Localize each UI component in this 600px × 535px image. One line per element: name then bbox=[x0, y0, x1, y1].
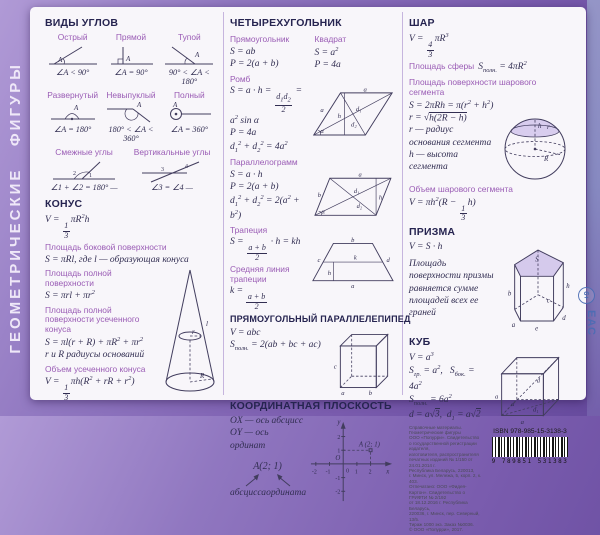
svg-text:h: h bbox=[327, 270, 332, 278]
cube-faces: $S_{гр.} = a^2$, $S_{бок.} = 4a^2$ bbox=[409, 364, 475, 392]
svg-text:d₂: d₂ bbox=[356, 202, 363, 210]
prism-note: Площадь поверхности призмы равняется сумме площадей всех ее граней bbox=[409, 259, 494, 319]
angle-formula: ∠A = 90° bbox=[114, 67, 148, 77]
trapezoid-label: Трапеция bbox=[230, 224, 268, 235]
svg-text:a: a bbox=[511, 321, 516, 329]
fineprint-line: © ООО «Попурри», 2017. bbox=[409, 527, 464, 533]
column-angles-cone bbox=[39, 12, 223, 402]
svg-text:S: S bbox=[535, 256, 539, 264]
angle-item-straight bbox=[45, 90, 100, 144]
straight-angle-figure bbox=[46, 101, 100, 125]
svg-text:h: h bbox=[337, 112, 341, 120]
angle-formula: 180° < ∠A < 360° bbox=[108, 125, 154, 144]
svg-text:-2: -2 bbox=[311, 469, 317, 476]
sphere-volume: V = $\frac{4}{3}$ $\pi R^3$ bbox=[409, 32, 449, 59]
cone-block bbox=[45, 266, 217, 402]
svg-text:b: b bbox=[507, 290, 512, 298]
rectangle-label: Прямоугольник bbox=[230, 34, 290, 44]
sphere-segment-volume-label: Объем шарового сегмента bbox=[409, 184, 513, 195]
svg-text:a: a bbox=[363, 86, 367, 94]
fineprint-block bbox=[409, 425, 483, 533]
parallelogram-perimeter: P = 2(a + b) bbox=[230, 182, 279, 193]
fineprint-line: Отпечатано: ООО «Фидея-Картон». Свидетельство о ГРИФТИ № 2/192 bbox=[409, 484, 467, 500]
svg-text:A: A bbox=[57, 55, 62, 64]
isbn-number: ISBN 978-985-15-3138-3 bbox=[493, 427, 567, 435]
square-area: $S = a^2$ bbox=[314, 45, 339, 58]
svg-text:3: 3 bbox=[161, 167, 165, 174]
section-header-cube: КУБ bbox=[409, 335, 431, 348]
svg-text:4: 4 bbox=[185, 164, 189, 171]
parallelepiped-volume: V = abc bbox=[230, 328, 261, 339]
angle-label: Полный bbox=[173, 89, 205, 100]
sphere-radius-formula: r = √h(2R − h) bbox=[409, 113, 467, 124]
svg-text:A: A bbox=[73, 104, 78, 113]
angle-label: Вертикальные углы bbox=[133, 147, 211, 158]
eac-mark: ЕАС bbox=[585, 310, 597, 336]
coords-point: A(2; 1) bbox=[253, 461, 282, 473]
rect-square-row bbox=[230, 32, 396, 72]
svg-text:h: h bbox=[538, 122, 542, 131]
svg-text:-1: -1 bbox=[335, 476, 341, 483]
fineprint-line: Республика Беларусь, 220013, bbox=[409, 467, 475, 473]
angle-row-1 bbox=[45, 32, 217, 86]
trapezoid-midline-label: Средняя линия трапеции bbox=[230, 264, 290, 284]
angle-item-adjacent bbox=[45, 147, 123, 192]
svg-text:b: b bbox=[351, 237, 355, 245]
square-perimeter: P = 4a bbox=[314, 60, 341, 71]
svg-text:y: y bbox=[337, 418, 341, 426]
coords-oy: OY — ось ординат bbox=[230, 428, 269, 451]
svg-text:l: l bbox=[206, 319, 208, 328]
rhombus-perimeter: P = 4a bbox=[230, 128, 257, 139]
sphere-segment-formula: $S = 2\pi Rh = \pi(r^2 + h^2)$ bbox=[409, 98, 494, 111]
trapezoid-area: S = $\frac{a + b}{2}$ · h = kh bbox=[230, 237, 301, 262]
imprint-footer bbox=[409, 425, 573, 535]
sphere-h-def: h — высота сегмента bbox=[409, 150, 458, 173]
svg-text:x: x bbox=[386, 468, 390, 476]
fineprint-line: от 18.12.2016 г. Республика Беларусь, bbox=[409, 500, 468, 511]
angle-label: Смежные углы bbox=[55, 147, 113, 158]
coordinate-plane-figure bbox=[308, 415, 396, 505]
fineprint-line: Справочные материалы. Геометрические фигуры bbox=[409, 424, 462, 436]
svg-text:-1: -1 bbox=[325, 469, 331, 476]
prism-volume: V = S · h bbox=[409, 241, 443, 252]
fineprint-line: Тираж 1000 экз. Заказ №0036. bbox=[409, 521, 474, 527]
svg-text:a: a bbox=[358, 171, 362, 179]
angle-formula: 90° < ∠A < 180° bbox=[168, 67, 210, 86]
svg-text:h: h bbox=[566, 282, 570, 290]
svg-text:k: k bbox=[353, 254, 357, 262]
parallelepiped-surface: $S_{полн.} = 2(ab$ + bc + ac) bbox=[230, 340, 321, 353]
parallelogram-diagonals: $d_1^2 + d_2^2 = 2(a^2 + b^2)$ bbox=[230, 193, 300, 222]
adjacent-angles-figure bbox=[51, 159, 117, 183]
svg-text:-2: -2 bbox=[335, 489, 341, 496]
angle-label: Тупой bbox=[177, 32, 201, 42]
svg-text:a: a bbox=[495, 393, 499, 401]
right-angle-figure bbox=[104, 44, 158, 68]
parallelepiped-block bbox=[230, 327, 396, 397]
angle-label: Острый bbox=[57, 32, 88, 42]
column-quadrilateral bbox=[223, 12, 411, 499]
cone-frustum-volume-label: Объем усеченного конуса bbox=[45, 363, 146, 374]
angle-label: Прямой bbox=[115, 32, 147, 42]
cone-frustum-label: Площадь полной поверхности усеченного конуса bbox=[45, 304, 140, 335]
rectangle-block bbox=[230, 32, 312, 72]
cube-diagonals: d = a√3, $d_1 = a√2$ bbox=[409, 409, 481, 422]
parallelogram-block bbox=[230, 169, 396, 223]
column-solids bbox=[403, 12, 579, 533]
angle-item-obtuse bbox=[162, 32, 217, 86]
section-header-cone: КОНУС bbox=[45, 198, 83, 211]
svg-text:A: A bbox=[173, 101, 178, 110]
section-header-angles: ВИДЫ УГЛОВ bbox=[45, 17, 119, 29]
trapezoid-figure bbox=[308, 236, 396, 290]
cone-full-formula: $S = \pi rl + \pi r^2$ bbox=[45, 289, 95, 302]
angle-formula: ∠A < 90° bbox=[56, 67, 90, 77]
sphere-area-formula: $S_{полн.} = 4\pi R^2$ bbox=[478, 59, 527, 74]
parallelogram-area: S = a · h bbox=[230, 169, 263, 180]
reference-card bbox=[30, 7, 586, 533]
rhombus-block bbox=[230, 85, 396, 155]
angle-item-vertical bbox=[127, 147, 217, 192]
trapezoid-block bbox=[230, 236, 396, 311]
coords-ox: OX — ось абсцисс bbox=[230, 416, 304, 427]
coords-ordinate: ордината bbox=[266, 488, 307, 499]
acute-angle-figure bbox=[46, 44, 100, 68]
svg-text:c: c bbox=[317, 257, 321, 265]
svg-text:R: R bbox=[200, 371, 205, 380]
sphere-block bbox=[409, 112, 573, 182]
rhombus-area: S = a · h = $\frac{d_1d_2}{2}$ = $a^2$ sin α bbox=[230, 86, 302, 127]
svg-text:α: α bbox=[320, 128, 324, 136]
fineprint-line: ООО «Попурри». Свидетельство о государственной регистрации издателя, bbox=[409, 435, 480, 452]
angle-row-3 bbox=[45, 147, 217, 192]
isbn-block bbox=[487, 425, 573, 533]
svg-text:α: α bbox=[321, 208, 325, 216]
svg-text:a: a bbox=[341, 390, 345, 398]
prism-figure bbox=[503, 241, 573, 333]
svg-text:d₂: d₂ bbox=[351, 121, 357, 129]
svg-text:d₁: d₁ bbox=[532, 406, 539, 414]
svg-text:1: 1 bbox=[89, 173, 93, 180]
svg-text:1: 1 bbox=[337, 448, 341, 455]
sphere-r-def: r — радиус основания сегмента bbox=[409, 125, 492, 148]
svg-text:A: A bbox=[136, 101, 142, 110]
svg-text:b: b bbox=[317, 191, 321, 199]
svg-text:A: A bbox=[125, 54, 131, 63]
angle-item-right bbox=[103, 32, 158, 86]
spine-title: ГЕОМЕТРИЧЕСКИЕ ФИГУРЫ bbox=[7, 62, 24, 354]
svg-text:c: c bbox=[546, 297, 550, 305]
parallelogram-figure bbox=[308, 169, 396, 219]
svg-text:c: c bbox=[333, 363, 337, 371]
section-header-quad: ЧЕТЫРЕХУГОЛЬНИК bbox=[230, 17, 342, 29]
angle-formula: ∠1 + ∠2 = 180° — bbox=[50, 183, 118, 193]
rectangle-area: S = ab bbox=[230, 46, 256, 57]
parallelogram-label: Параллелограмм bbox=[230, 157, 298, 168]
sphere-segment-label: Площадь поверхности шарового сегмента bbox=[409, 77, 537, 97]
svg-text:e: e bbox=[535, 325, 539, 333]
svg-text:O: O bbox=[335, 455, 341, 463]
parallelepiped-figure bbox=[332, 327, 396, 397]
svg-text:A (2; 1): A (2; 1) bbox=[358, 441, 380, 449]
rhombus-label: Ромб bbox=[230, 73, 251, 84]
angle-row-2 bbox=[45, 90, 217, 144]
angle-formula: ∠A = 360° bbox=[170, 125, 208, 135]
svg-text:d: d bbox=[386, 257, 390, 265]
square-label: Квадрат bbox=[314, 34, 347, 44]
full-angle-figure bbox=[162, 101, 216, 125]
coords-block bbox=[230, 415, 396, 505]
spine bbox=[2, 0, 29, 416]
cone-frustum-volume-formula: V = $\frac{1}{3}$ $\pi h(R^2$ + rR + $r^2$) bbox=[45, 375, 135, 402]
age-rating-badge: 6+ bbox=[578, 287, 595, 304]
sphere-figure bbox=[497, 112, 573, 182]
cube-block bbox=[409, 351, 573, 425]
sphere-area-label: Площадь сферы bbox=[409, 60, 475, 71]
svg-text:2: 2 bbox=[368, 469, 372, 476]
angle-item-reflex bbox=[103, 90, 158, 144]
section-header-coords: КООРДИНАТНАЯ ПЛОСКОСТЬ bbox=[230, 400, 392, 413]
prism-block bbox=[409, 241, 573, 333]
svg-text:R: R bbox=[544, 155, 549, 164]
svg-text:b: b bbox=[368, 390, 373, 398]
barcode-number: 9 789851 531383 bbox=[491, 457, 569, 465]
rhombus-figure bbox=[308, 85, 396, 141]
svg-text:a: a bbox=[351, 283, 355, 291]
section-header-sphere: ШАР bbox=[409, 17, 435, 29]
svg-text:d: d bbox=[536, 376, 541, 384]
svg-text:d: d bbox=[562, 314, 566, 322]
cone-lateral-label: Площадь боковой поверхности bbox=[45, 241, 167, 252]
coords-terms bbox=[230, 487, 305, 499]
right-edge-strip bbox=[587, 0, 600, 416]
sphere-area-row bbox=[409, 59, 573, 75]
fineprint-line: изготовителя, распространителя печатных изданий № 1/150 от 24.01.2014 г. bbox=[409, 451, 479, 468]
square-block bbox=[315, 32, 397, 72]
svg-text:r: r bbox=[192, 327, 195, 336]
vertical-angles-figure bbox=[139, 159, 205, 183]
svg-text:d₁: d₁ bbox=[355, 106, 362, 114]
cone-volume-formula: V = $\frac{1}{3}$ $\pi R^2h$ bbox=[45, 213, 90, 240]
cube-volume: $V = a^3$ bbox=[409, 350, 434, 363]
svg-text:A: A bbox=[195, 50, 200, 59]
obtuse-angle-figure bbox=[162, 44, 216, 68]
cone-lateral-formula: S = πRl, где l — образующая конуса bbox=[45, 254, 189, 265]
rhombus-diagonals: $d_1^2 + d_2^2 = 4a^2$ bbox=[230, 139, 288, 154]
fineprint-line: г. Минск, ул. Мележа, 5, корп. 2, к. 403. bbox=[409, 473, 482, 484]
svg-text:a: a bbox=[320, 107, 324, 115]
coords-abscissa: абсцисса bbox=[230, 488, 267, 499]
svg-text:d₁: d₁ bbox=[353, 188, 360, 196]
section-header-parallelepiped: ПРЯМОУГОЛЬНЫЙ ПАРАЛЛЕЛЕПИПЕД bbox=[230, 314, 411, 325]
angle-label: Развернутый bbox=[47, 89, 99, 100]
svg-text:r: r bbox=[547, 123, 550, 132]
cone-figure bbox=[161, 266, 217, 402]
svg-text:0: 0 bbox=[346, 468, 350, 475]
svg-text:2: 2 bbox=[337, 435, 341, 442]
svg-text:a: a bbox=[520, 418, 524, 425]
coords-arrows bbox=[236, 473, 300, 487]
rectangle-perimeter: P = 2(a + b) bbox=[230, 59, 279, 69]
cone-frustum-formula: $S = \pi l(r + R) + \pi R^2 + \pi r^2$ bbox=[45, 335, 144, 348]
angle-formula: ∠A = 180° bbox=[53, 125, 92, 135]
svg-text:h: h bbox=[378, 194, 383, 202]
angle-formula: ∠3 = ∠4 — bbox=[151, 183, 193, 193]
svg-text:1: 1 bbox=[354, 469, 358, 476]
angle-label: Невыпуклый bbox=[106, 89, 156, 100]
barcode bbox=[492, 437, 568, 457]
angle-item-acute bbox=[45, 32, 100, 86]
cube-surface: $S_{полн.} = 6a^2$ bbox=[409, 393, 452, 408]
cube-figure bbox=[491, 351, 573, 425]
reflex-angle-figure bbox=[104, 101, 158, 125]
section-header-prism: ПРИЗМА bbox=[409, 225, 456, 238]
svg-text:a: a bbox=[511, 400, 515, 408]
cone-full-label: Площадь полной поверхности bbox=[45, 267, 112, 288]
sphere-segment-volume: $V = \pi h^2(R$ − $\frac{1}{3}$ h) bbox=[409, 195, 476, 223]
fineprint-line: 220036, г. Минск, пер. Северный, 13/5. bbox=[409, 511, 480, 522]
svg-text:2: 2 bbox=[73, 171, 77, 178]
angle-item-full bbox=[162, 90, 217, 144]
cone-frustum-note: r и R радиусы оснований bbox=[45, 350, 145, 361]
trapezoid-midline-formula: k = $\frac{a + b}{2}$ bbox=[230, 286, 266, 311]
